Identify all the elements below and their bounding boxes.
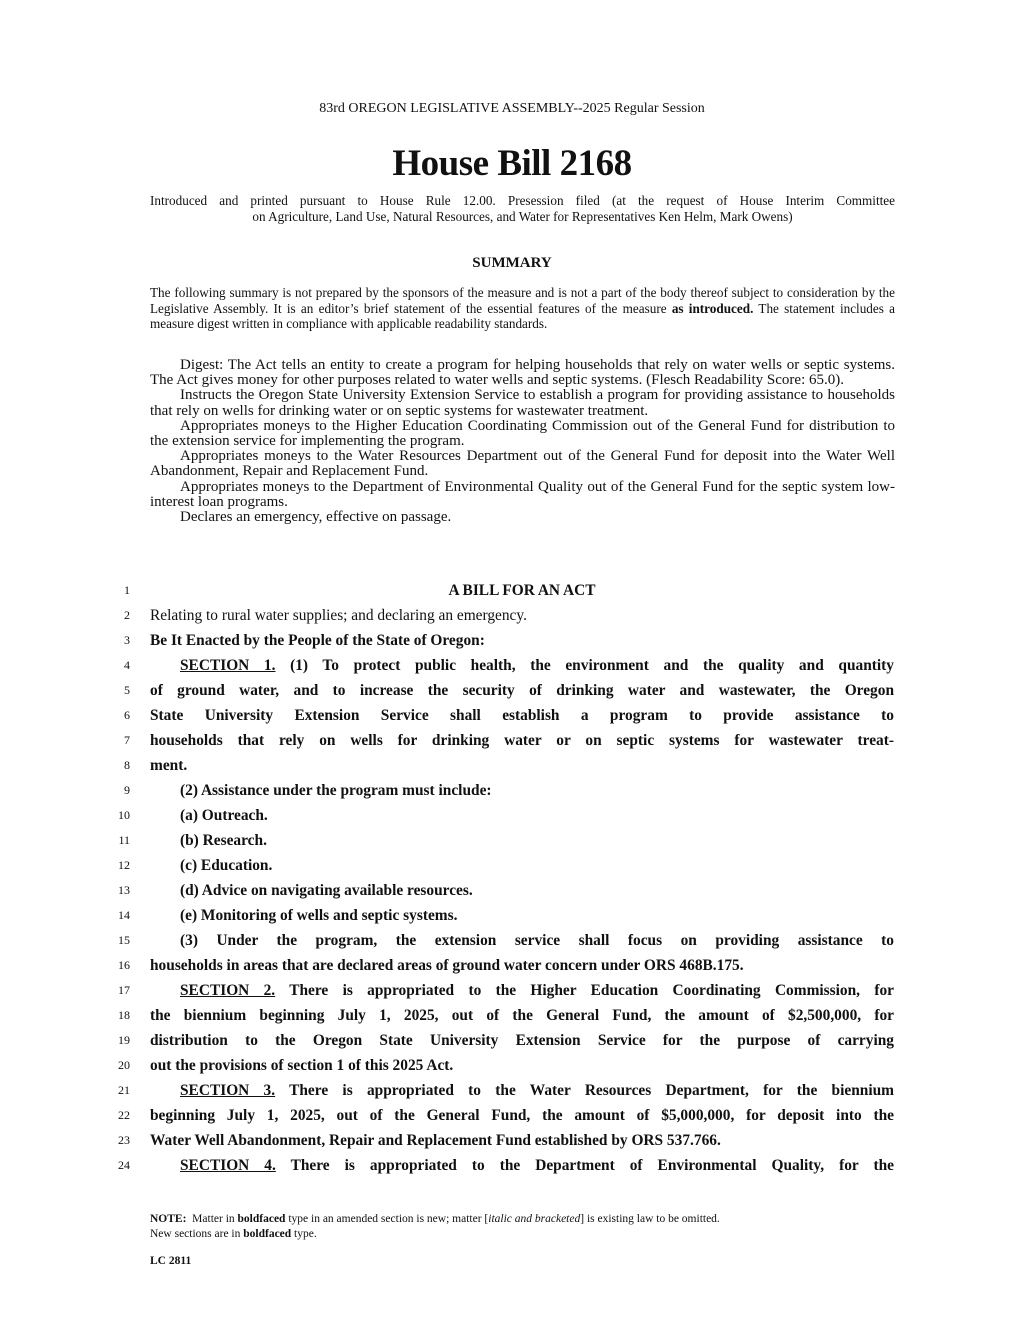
bill-line [0,1003,1024,1028]
note-text: type. [294,1228,317,1240]
bill-line-text: of ground water, and to increase the security of drinking water and wastewater, the Oregon [150,682,894,699]
bill-line-text: (c) Education. [180,857,273,874]
digest-paragraph: Digest: The Act tells an entity to create a program for helping households that rely on water wells or septic systems. The Act gives money for other purposes related to water wells and septic systems. (Flesch Readability Score: 65.0). [150,357,895,389]
line-number: 4 [124,658,130,672]
bill-line-text: out the provisions of section 1 of this 2025 Act. [150,1057,454,1074]
section-label: SECTION 4. [180,1157,276,1174]
line-number: 17 [118,983,130,997]
lc-number: LC 2811 [150,1255,192,1267]
bill-title: House Bill 2168 [392,143,632,184]
section-text: (1) To protect public health, the environment and the quality and quantity [290,657,894,674]
bill-act-heading: A BILL FOR AN ACT [448,582,596,599]
bill-line [0,878,1024,903]
bill-line-text: households in areas that are declared areas of ground water concern under ORS 468B.175. [150,957,744,974]
bill-line-text: ment. [150,757,188,774]
line-number: 19 [118,1033,130,1047]
summary-text-bold: as introduced. [671,300,754,316]
bill-line [0,1103,1024,1128]
digest-paragraph: Appropriates moneys to the Department of Environmental Quality out of the General Fund for the septic system low-interest loan programs. [150,478,895,510]
bill-relating-clause: Relating to rural water supplies; and declaring an emergency. [150,607,527,624]
bill-line-text: (2) Assistance under the program must include: [180,782,492,799]
line-number: 21 [118,1083,130,1097]
bill-line [0,753,1024,778]
note-text: New sections are in [150,1228,241,1240]
bill-enacting-clause: Be It Enacted by the People of the State of Oregon: [150,632,485,649]
bill-line [0,728,1024,753]
bill-line [0,1028,1024,1053]
line-number: 2 [124,608,130,622]
line-number: 12 [118,858,130,872]
intro-text [150,193,895,225]
section-text: There is appropriated to the Department of Environmental Quality, for the [290,1157,894,1174]
note-text: Matter in [192,1213,235,1225]
line-number: 14 [118,908,130,922]
note-text: type in an amended section is new; matter [ [288,1213,489,1225]
line-number: 22 [118,1108,130,1122]
line-number: 1 [124,583,130,597]
session-header: 83rd OREGON LEGISLATIVE ASSEMBLY--2025 Regular Session [319,101,705,116]
bill-line-text: (b) Research. [180,832,267,849]
bill-line-text: Water Well Abandonment, Repair and Replacement Fund established by ORS 537.766. [150,1132,721,1149]
line-number: 20 [118,1058,130,1072]
note-text-italic: italic and bracketed [488,1213,581,1225]
line-number: 8 [124,758,130,772]
bill-line-text [150,1153,894,1178]
bill-line-text: the biennium beginning July 1, 2025, out of the General Fund, the amount of $2,500,000, for [150,1007,894,1024]
bill-line [0,653,1024,678]
section-label: SECTION 2. [180,982,276,999]
line-number: 10 [118,808,130,822]
bill-line [0,978,1024,1003]
line-number: 9 [124,783,130,797]
bill-line-text [150,653,894,678]
bill-line [0,578,1024,603]
line-number: 16 [118,958,130,972]
intro-line-2: on Agriculture, Land Use, Natural Resources, and Water for Representatives Ken Helm, Mark Owens) [252,209,793,224]
summary-text-a: The following summary is not prepared by the sponsors of the measure and is not a part of the body thereof subject to consideration by the Legislative Assembly. It is an editor’s brief statement of the essential features of the measure [150,285,895,316]
footer-note [150,1212,910,1242]
section-text: There is appropriated to the Higher Education Coordinating Commission, for [289,982,895,999]
bill-line-text: State University Extension Service shall establish a program to provide assistance to [150,707,894,724]
bill-line [0,928,1024,953]
bill-line-text: (d) Advice on navigating available resources. [180,882,473,899]
bill-line [0,953,1024,978]
line-number: 11 [118,833,130,847]
digest-paragraph: Instructs the Oregon State University Extension Service to establish a program for providing assistance to households that rely on wells for drinking water or on septic systems for wastewater treatment. [150,387,895,419]
bill-line-text: beginning July 1, 2025, out of the General Fund, the amount of $5,000,000, for deposit into the [150,1107,894,1124]
note-label: NOTE: [150,1213,187,1225]
bill-line [0,1128,1024,1153]
bill-line-text: distribution to the Oregon State University Extension Service for the purpose of carrying [150,1032,894,1049]
bill-line [0,1053,1024,1078]
summary-heading: SUMMARY [472,255,552,271]
bill-line [0,1078,1024,1103]
bill-line [0,778,1024,803]
digest-paragraph: Declares an emergency, effective on passage. [180,509,452,526]
bill-line-text: (e) Monitoring of wells and septic systems. [180,907,458,924]
bill-line [0,703,1024,728]
line-number: 7 [124,733,130,747]
line-number: 13 [118,883,130,897]
section-text: There is appropriated to the Water Resources Department, for the biennium [289,1082,894,1099]
note-text: ] is existing law to be omitted. [580,1213,720,1225]
line-number: 6 [124,708,130,722]
bill-line [0,853,1024,878]
line-number: 24 [118,1158,130,1172]
digest-block [150,358,895,525]
section-label: SECTION 1. [180,657,276,674]
digest-paragraph: Appropriates moneys to the Higher Education Coordinating Commission out of the General Fund for distribution to the extension service for implementing the program. [150,417,895,450]
bill-line-text: households that rely on wells for drinking water or on septic systems for wastewater treat- [150,732,894,749]
line-number: 5 [124,683,130,697]
summary-text-b: The statement includes a measure digest written in compliance with applicable readability standards. [150,300,895,331]
bill-line-text: (a) Outreach. [180,807,268,824]
bill-line [0,828,1024,853]
bill-line [0,603,1024,628]
line-number: 3 [124,633,130,647]
section-label: SECTION 3. [180,1082,276,1099]
line-number: 18 [118,1008,130,1022]
line-number: 23 [118,1133,130,1147]
bill-line-text [150,1078,894,1103]
summary-paragraph [150,285,895,332]
note-text-bold: boldfaced [243,1228,292,1240]
bill-line [0,903,1024,928]
bill-line [0,678,1024,703]
digest-paragraph: Appropriates moneys to the Water Resources Department out of the General Fund for deposit into the Water Well Abandonment, Repair and Replacement Fund. [150,448,895,480]
intro-line-1: Introduced and printed pursuant to House Rule 12.00. Presession filed (at the request of House Interim Committee [150,193,895,208]
bill-line-text: (3) Under the program, the extension service shall focus on providing assistance to [180,932,894,949]
bill-line [0,1153,1024,1178]
bill-line [0,628,1024,653]
line-number: 15 [118,933,130,947]
bill-line-text [150,978,894,1003]
bill-line [0,803,1024,828]
note-text-bold: boldfaced [237,1213,286,1225]
